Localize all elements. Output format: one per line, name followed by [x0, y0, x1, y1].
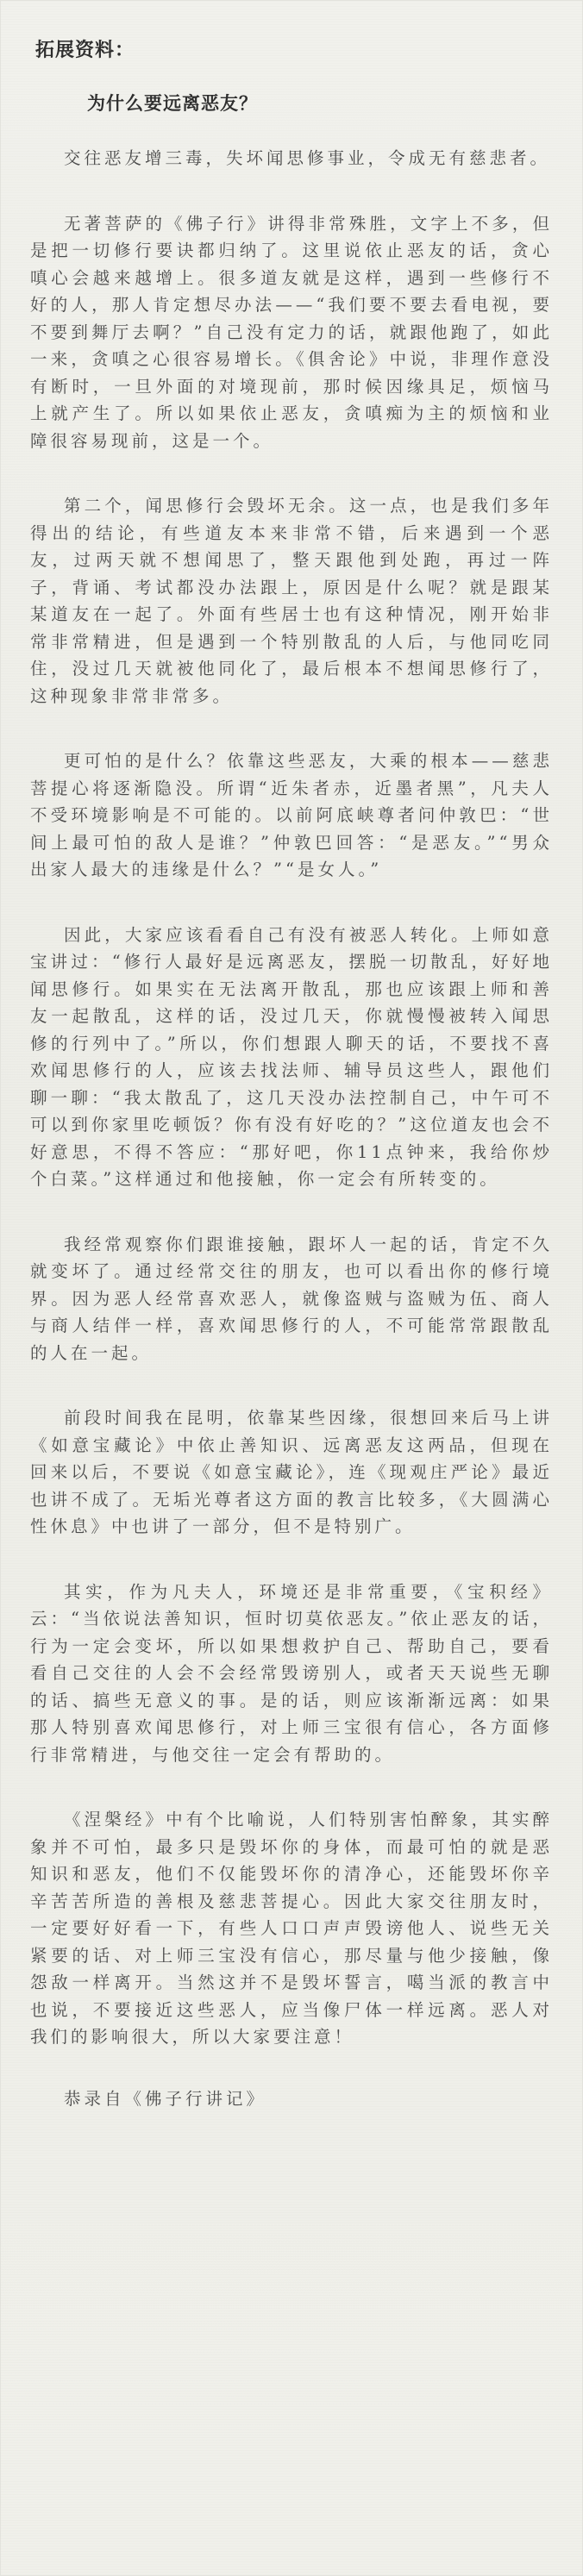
paragraph-8: 其实，作为凡夫人，环境还是非常重要，《宝积经》云：“当依说法善知识，恒时切莫依恶友。”依止恶友的话，行为一定会变坏，所以如果想救护自己、帮助自己，要看看自己交往的人会不会经常毁谤别人，或者天天说些无聊的话、搞些无意义的事。是的话，则应该渐渐远离：如果那人特别喜欢闻思修行，对上师三宝很有信心，各方面修行非常精进，与他交往一定会有帮助的。: [30, 1581, 553, 1765]
paragraph-6: 我经常观察你们跟谁接触，跟坏人一起的话，肯定不久就变坏了。通过经常交往的朋友，也可以看出你的修行境界。因为恶人经常喜欢恶人，就像盗贼与盗贼为伍、商人与商人结伴一样，喜欢闻思修行的人，不可能常常跟散乱的人在一起。: [30, 1234, 553, 1363]
paragraph-2: 无著菩萨的《佛子行》讲得非常殊胜，文字上不多，但是把一切修行要诀都归纳了。这里说依止恶友的话，贪心嗔心会越来越增上。很多道友就是这样，遇到一些修行不好的人，那人肯定想尽办法——“我们要不要去看电视，要不要到舞厅去啊？”自己没有定力的话，就跟他跑了，如此一来，贪嗔之心很容易增长。《俱舍论》中说，非理作意没有断时，一旦外面的对境现前，那时候因缘具足，烦恼马上就产生了。所以如果依止恶友，贪嗔痴为主的烦恼和业障很容易现前，这是一个。: [30, 213, 553, 451]
source-note: 恭录自《佛子行讲记》: [64, 2088, 267, 2109]
paragraph-5: 因此，大家应该看看自己有没有被恶人转化。上师如意宝讲过：“修行人最好是远离恶友，摆脱一切散乱，好好地闻思修行。如果实在无法离开散乱，那也应该跟上师和善友一起散乱，这样的话，没过几天，你就慢慢被转入闻思修的行列中了。”所以，你们想跟人聊天的话，不要找不喜欢闻思修行的人，应该去找法师、辅导员这些人，跟他们聊一聊：“我太散乱了，这几天没办法控制自己，中午可不可以到你家里吃顿饭？你有没有好吃的？”这位道友也会不好意思，不得不答应：“那好吧，你11点钟来，我给你炒个白菜。”这样通过和他接触，你一定会有所转变的。: [30, 924, 553, 1189]
paragraph-7: 前段时间我在昆明，依靠某些因缘，很想回来后马上讲《如意宝藏论》中依止善知识、远离恶友这两品，但现在回来以后，不要说《如意宝藏论》，连《现观庄严论》最近也讲不成了。无垢光尊者这方面的教言比较多，《大圆满心性休息》中也讲了一部分，但不是特别广。: [30, 1408, 553, 1536]
paragraph-1: 交往恶友增三毒，失坏闻思修事业，令成无有慈悲者。: [64, 148, 551, 168]
section-heading: 拓展资料：: [35, 40, 135, 61]
paragraph-4: 更可怕的是什么？依靠这些恶友，大乘的根本——慈悲菩提心将逐渐隐没。所谓“近朱者赤，近墨者黑”，凡夫人不受环境影响是不可能的。以前阿底峡尊者问仲敦巴：“世间上最可怕的敌人是谁？”仲敦巴回答：“是恶友。”“男众出家人最大的违缘是什么？”“是女人。”: [30, 751, 553, 879]
paragraph-3: 第二个，闻思修行会毁坏无余。这一点，也是我们多年得出的结论，有些道友本来非常不错，后来遇到一个恶友，过两天就不想闻思了，整天跟他到处跑，再过一阵子，背诵、考试都没办法跟上，原因是什么呢？就是跟某某道友在一起了。外面有些居士也有这种情况，刚开始非常非常精进，但是遇到一个特别散乱的人后，与他同吃同住，没过几天就被他同化了，最后根本不想闻思修行了，这种现象非常非常多。: [30, 496, 553, 706]
article-title: 为什么要远离恶友？: [87, 93, 258, 114]
paragraph-9: 《涅槃经》中有个比喻说，人们特别害怕醉象，其实醉象并不可怕，最多只是毁坏你的身体，而最可怕的就是恶知识和恶友，他们不仅能毁坏你的清净心，还能毁坏你辛辛苦苦所造的善根及慈悲菩提心。因此大家交往朋友时，一定要好好看一下，有些人口口声声毁谤他人、说些无关紧要的话、对上师三宝没有信心，那尽量与他少接触，像怨敌一样离开。当然这并不是毁坏誓言，噶当派的教言中也说，不要接近这些恶人，应当像尸体一样远离。恶人对我们的影响很大，所以大家要注意！: [30, 1810, 553, 2047]
